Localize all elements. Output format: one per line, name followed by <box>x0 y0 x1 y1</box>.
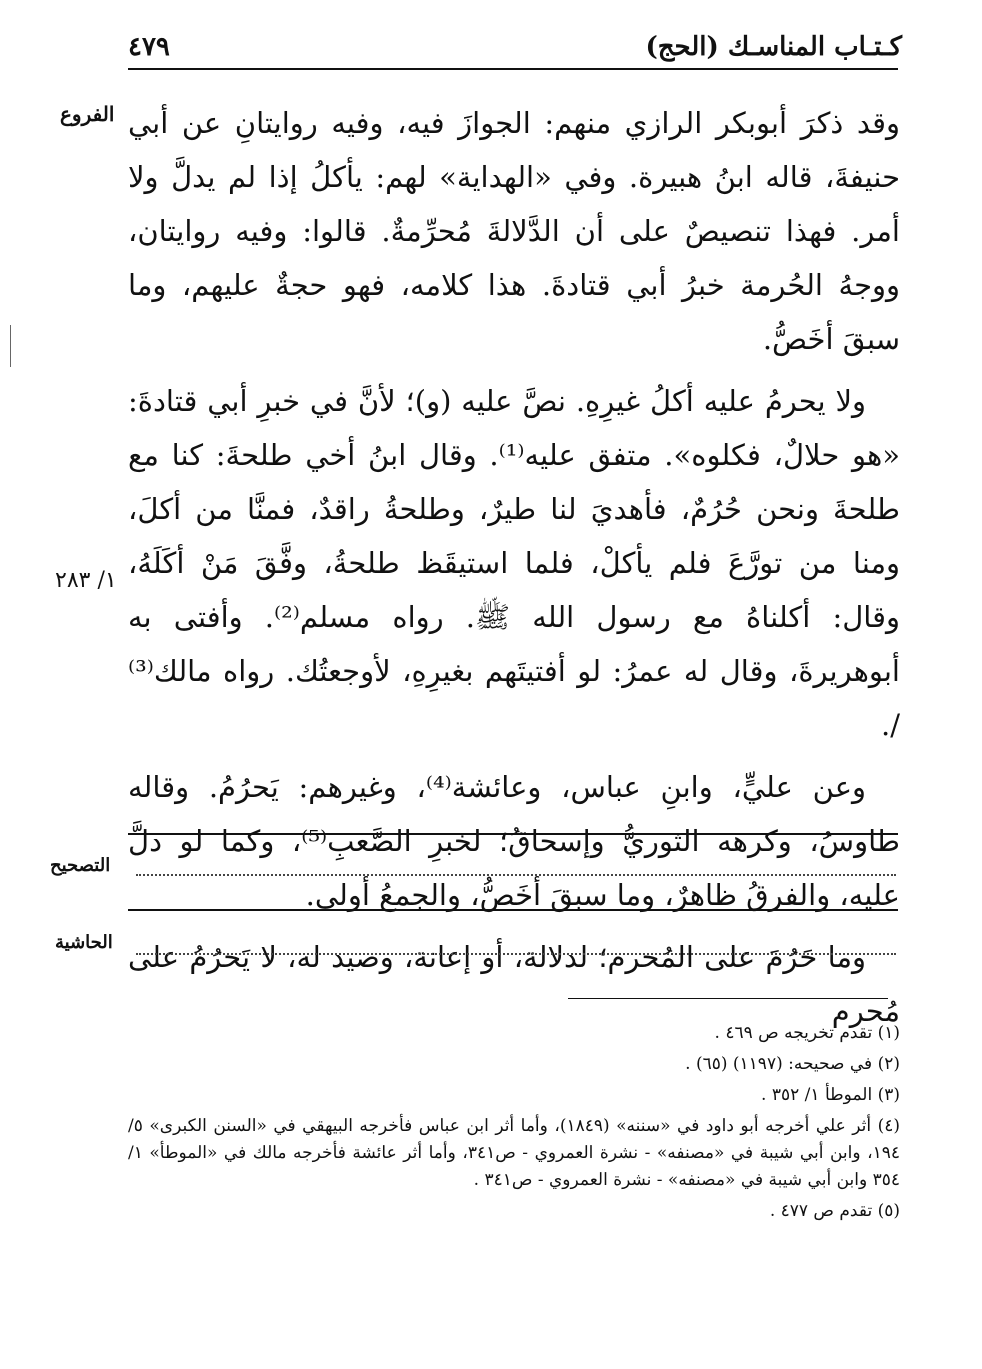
annotation-dotted-line <box>136 953 896 955</box>
margin-note-volume-page: ١/ ٢٨٣ <box>55 568 117 593</box>
main-text <box>128 96 900 1046</box>
annotation-label: الحاشية <box>55 932 113 953</box>
footnote-3: (٣) الموطأ ١/ ٣٥٢ . <box>761 1085 900 1105</box>
margin-note-furu: الفروع <box>60 102 115 126</box>
margin-mark <box>10 325 11 367</box>
paragraph-3: وعن عليٍّ، وابنِ عباس، وعائشة⁽⁴⁾، وغيرهم: يَحرُمُ. وقاله طاوسُ، وكرهه الثوريُّ وإسحاقُ؛ لخبرِ الصَّعبِ⁽⁵⁾، وكما لو دلَّ عليه، والفرقُ ظاهرٌ، وما سبقَ أخَصُّ، والجمعُ أولى. <box>128 770 900 912</box>
footnote-separator <box>568 998 888 999</box>
correction-label: التصحيح <box>50 855 111 876</box>
paragraph-4: وما حَرُمَ على المُحرم؛ لدلالة، أو إعانة، وصيد له، لا يَحرُمُ على مُحرم <box>128 940 900 1028</box>
footnote-5: (٥) تقدم ص ٤٧٧ . <box>769 1201 900 1221</box>
correction-box-top-rule <box>128 833 898 835</box>
annotation-box-top-rule <box>128 909 898 911</box>
correction-dotted-line <box>136 874 896 876</box>
footnote-1: (١) تقدم تخريجه ص ٤٦٩ . <box>714 1023 900 1043</box>
page-number: ٤٧٩ <box>128 32 170 62</box>
footnote-4: (٤) أثر علي أخرجه أبو داود في «سننه» (١٨٤٩)، وأما أثر ابن عباس فأخرجه البيهقي في «السنن الكبرى» ٥/ ١٩٤، وابن أبي شيبة في «مصنفه» - نشرة العمروي - ص٣٤١، وأما أثر عائشة فأخرجه مالك في «الموطأ» ١/ ٣٥٤ وابن أبي شيبة في «مصنفه» - نشرة العمروي - ص٣٤١ . <box>128 1116 900 1190</box>
paragraph-2: ولا يحرمُ عليه أكلُ غيرِهِ. نصَّ عليه (و)؛ لأنَّ في خبرِ أبي قتادةَ: «هو حلالٌ، فكلوه». متفق عليه⁽¹⁾. وقال ابنُ أخي طلحةَ: كنا مع طلحةَ ونحن حُرُمٌ، فأهديَ لنا طيرٌ، وطلحةُ راقدٌ، فمنَّا من أكلَ، ومنا من تورَّعَ فلم يأكلْ، فلما استيقَظ طلحةُ، وفَّقَ مَنْ أكَلَهُ، وقال: أكلناهُ مع رسول الله ﷺ. رواه مسلم⁽²⁾. وأفتى به أبوهريرةَ، وقال له عمرُ: لو أفتيتَهم بغيرِهِ، لأوجعتُك. رواه مالك⁽³⁾ /. <box>128 384 900 742</box>
footnote-2: (٢) في صحيحه: (١١٩٧) (٦٥) . <box>685 1054 900 1074</box>
running-header-title: كـتـاب المناسـك (الحج) <box>645 32 902 62</box>
header-divider <box>128 68 898 70</box>
paragraph-1: وقد ذكرَ أبوبكر الرازي منهم: الجوازَ فيه، وفيه روايتانِ عن أبي حنيفةَ، قاله ابنُ هبيرة. وفي «الهداية» لهم: يأكلُ إذا لم يدلَّ ولا أمر. فهذا تنصيصٌ على أن الدَّلالةَ مُحرِّمةٌ. قالوا: وفيه روايتان، ووجهُ الحُرمة خبرُ أبي قتادةَ. هذا كلامه، فهو حجةٌ عليهم، وما سبقَ أخَصُّ. <box>128 106 900 356</box>
footnotes <box>128 1020 900 1229</box>
